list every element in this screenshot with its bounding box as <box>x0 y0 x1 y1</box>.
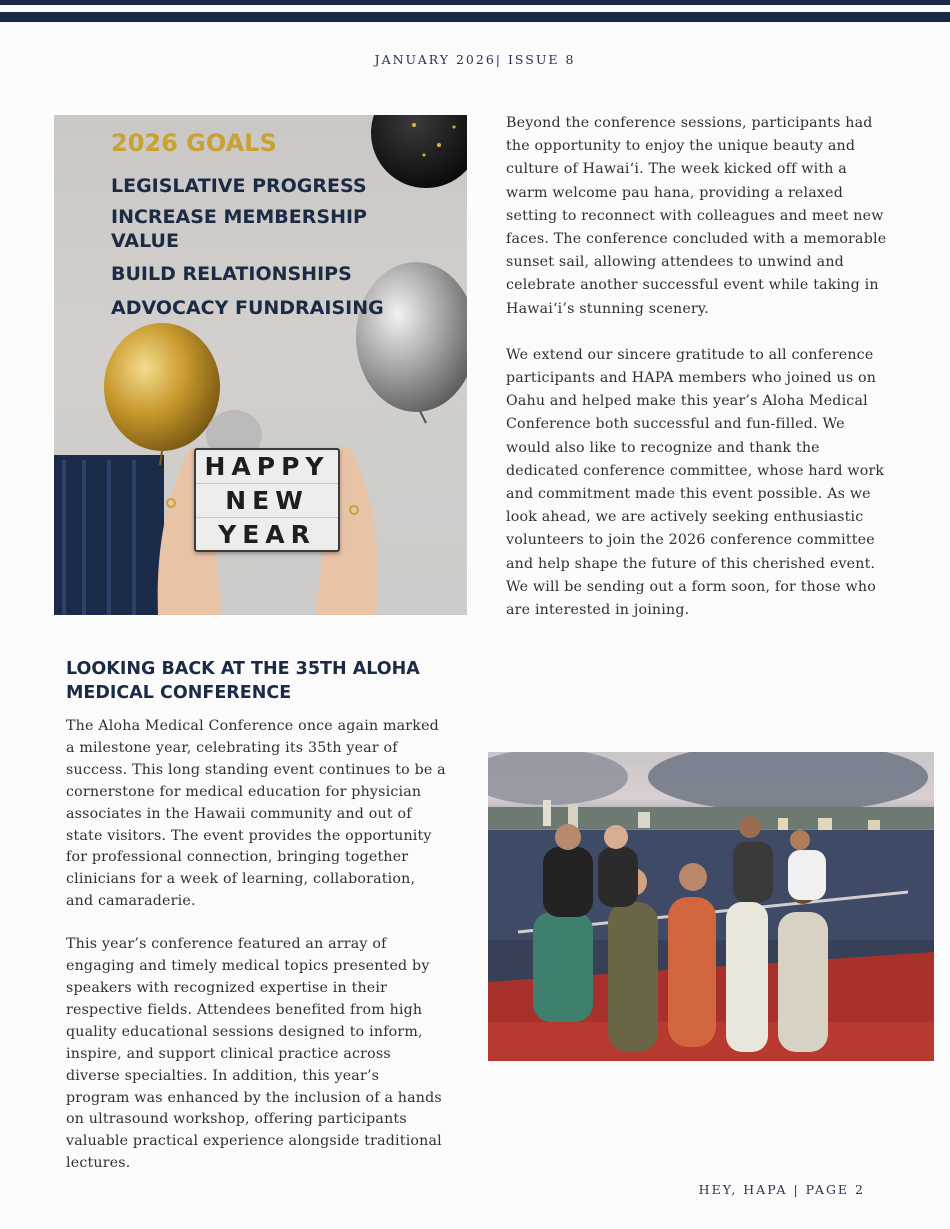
lightbox-line: YEAR <box>218 520 316 549</box>
paragraph: The Aloha Medical Conference once again marked a milestone year, celebrating its 35th year of success. This long standing event continues to be a cornerstone for medical education for physician associates in the Hawaii community and out of state visitors. The event provides the opportunity for professional connection, bringing together clinicians for a week of learning, collaboration, and camaraderie. <box>66 718 446 910</box>
header-bar-thin <box>0 0 950 5</box>
right-column-text <box>506 112 891 622</box>
lightbox-sign <box>194 448 340 552</box>
goal-item: ADVOCACY FUNDRAISING <box>111 297 384 319</box>
footer-page-label: HEY, HAPA | PAGE 2 <box>698 1182 865 1197</box>
boat-group-illustration <box>488 752 934 1061</box>
goal-item: INCREASE MEMBERSHIP VALUE <box>111 206 367 252</box>
paragraph: We extend our sincere gratitude to all conference participants and HAPA members who joined us on Oahu and helped make this year’s Aloha Medical Conference both successful and fun-filled. We would also like to recognize and thank the dedicated conference committee, whose hard work and commitment made this event possible. As we look ahead, we are actively seeking enthusiastic volunteers to join the 2026 conference committee and help shape the future of this cherished event. We will be sending out a form soon, for those who are interested in joining. <box>506 346 885 619</box>
paragraph: This year’s conference featured an array of engaging and timely medical topics presented by speakers with recognized expertise in their respective fields. Attendees benefited from high quality educational sessions designed to inform, inspire, and support clinical practice across diverse specialties. In addition, this year’s program was enhanced by the inclusion of a hands on ultrasound workshop, offering participants valuable practical experience alongside traditional lectures. <box>66 936 442 1172</box>
sunset-sail-photo <box>488 752 934 1061</box>
lightbox-line: HAPPY <box>196 450 338 484</box>
header-bar-thick <box>0 12 950 22</box>
goals-graphic <box>54 115 467 615</box>
issue-line: JANUARY 2026| ISSUE 8 <box>374 52 576 67</box>
paragraph: Beyond the conference sessions, participants had the opportunity to enjoy the unique beauty and culture of Hawaiʻi. The week kicked off with a warm welcome pau hana, providing a relaxed setting to reconnect with colleagues and meet new faces. The conference concluded with a memorable sunset sail, allowing attendees to unwind and celebrate another successful event while taking in Hawaiʻi’s stunning scenery. <box>506 115 887 317</box>
article-body <box>66 716 446 1175</box>
goals-title: 2026 GOALS <box>111 129 277 157</box>
goal-item: LEGISLATIVE PROGRESS <box>111 175 367 197</box>
article-heading: LOOKING BACK AT THE 35TH ALOHA MEDICAL CONFERENCE <box>66 659 420 703</box>
lightbox-line: NEW <box>196 484 338 518</box>
goal-item: BUILD RELATIONSHIPS <box>111 263 352 285</box>
